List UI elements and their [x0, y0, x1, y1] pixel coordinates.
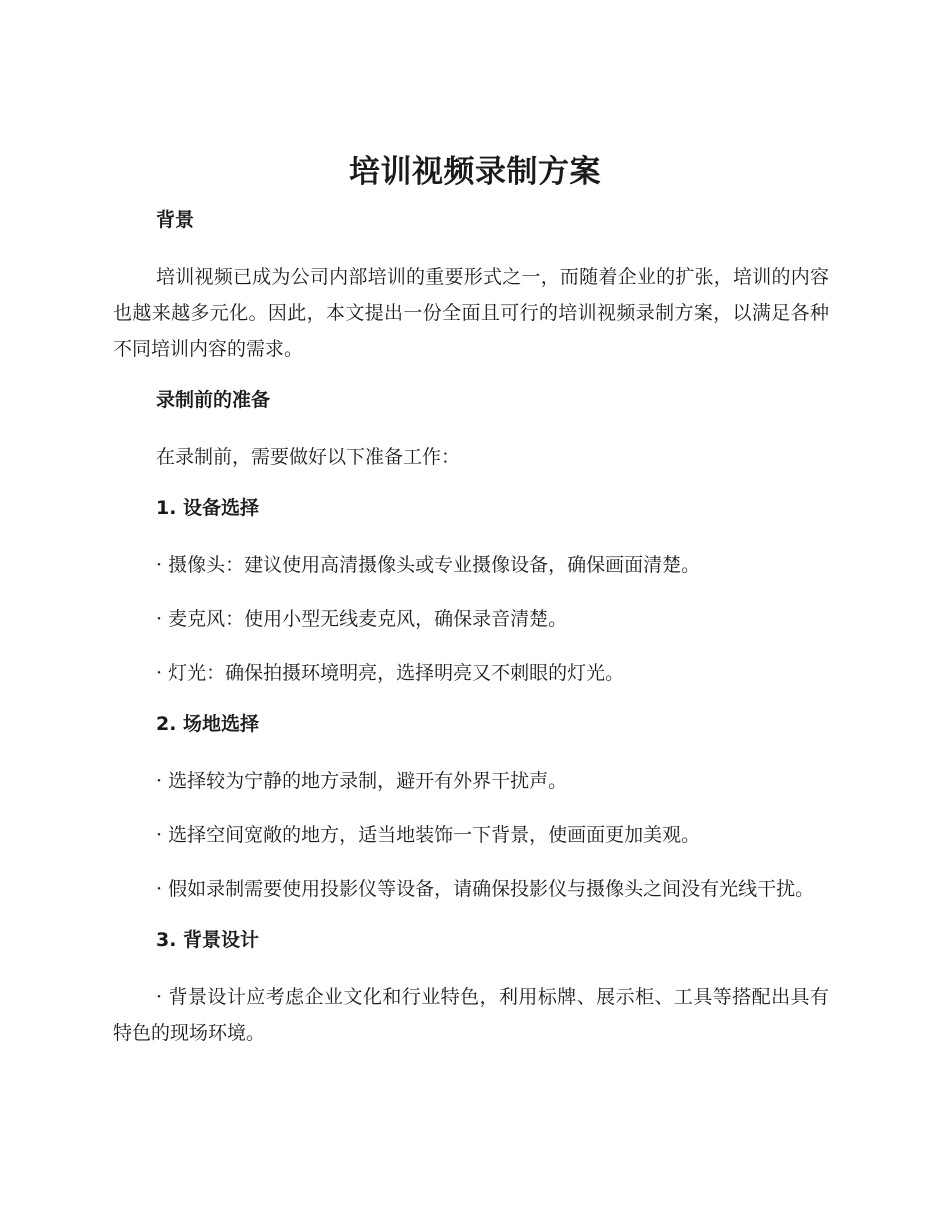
list-item: · 灯光：确保拍摄环境明亮，选择明亮又不刺眼的灯光。	[156, 662, 625, 684]
list-item: · 选择空间宽敞的地方，适当地装饰一下背景，使画面更加美观。	[156, 824, 701, 846]
document-body	[113, 205, 829, 1051]
background-paragraph: 培训视频已成为公司内部培训的重要形式之一，而随着企业的扩张，培训的内容也越来越多元化。因此，本文提出一份全面且可行的培训视频录制方案，以满足各种不同培训内容的需求。	[113, 266, 829, 360]
document-title: 培训视频录制方案	[349, 154, 601, 190]
section-heading-background: 背景	[156, 209, 195, 231]
section-heading-preparation: 录制前的准备	[156, 389, 271, 411]
subheading-equipment: 1. 设备选择	[156, 497, 260, 519]
list-item: · 选择较为宁静的地方录制，避开有外界干扰声。	[156, 770, 568, 792]
list-item: · 假如录制需要使用投影仪等设备，请确保投影仪与摄像头之间没有光线干扰。	[156, 878, 815, 900]
subheading-venue: 2. 场地选择	[156, 713, 260, 735]
list-item: · 背景设计应考虑企业文化和行业特色，利用标牌、展示柜、工具等搭配出具有特色的现场环境。	[113, 986, 829, 1044]
preparation-intro: 在录制前，需要做好以下准备工作：	[156, 446, 461, 468]
list-item: · 麦克风：使用小型无线麦克风，确保录音清楚。	[156, 608, 568, 630]
list-item: · 摄像头：建议使用高清摄像头或专业摄像设备，确保画面清楚。	[156, 554, 701, 576]
subheading-background-design: 3. 背景设计	[156, 929, 260, 951]
